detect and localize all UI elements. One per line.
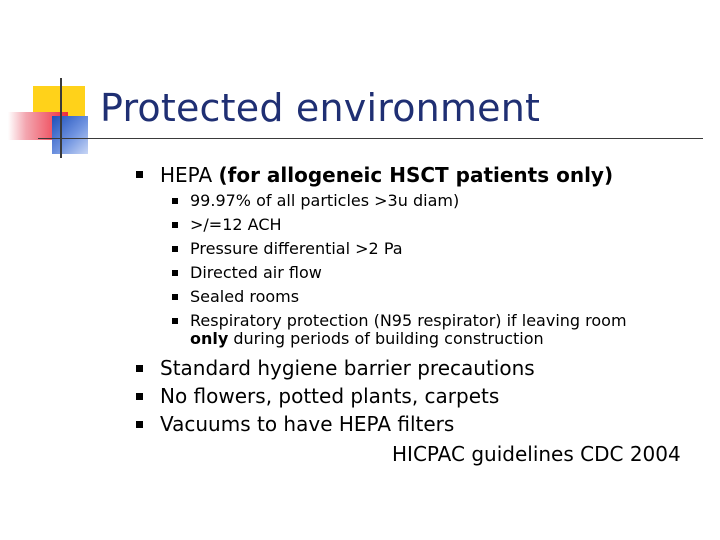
bullet-item: Vacuums to have HEPA filters (160, 412, 455, 436)
bullet-marker (136, 365, 143, 372)
sub-bullet-item: >/=12 ACH (190, 215, 282, 234)
bullet-item: Standard hygiene barrier precautions (160, 356, 535, 380)
decorative-vertical-line (60, 78, 62, 158)
title-underline (38, 138, 703, 139)
sub-bullet-marker (172, 318, 178, 324)
bullet-marker (136, 171, 143, 178)
sub-bullet-item: Pressure differential >2 Pa (190, 239, 403, 258)
slide-title: Protected environment (100, 86, 541, 130)
sub-bullet-item: Respiratory protection (N95 respirator) if leaving room (190, 311, 627, 330)
main-bullet-prefix: HEPA (160, 163, 219, 187)
main-bullet-emphasis: (for allogeneic HSCT patients only) (218, 163, 614, 187)
sub-bullet-continuation (190, 330, 544, 348)
sub-bullet-item: Directed air flow (190, 263, 322, 282)
continuation-text: during periods of building construction (228, 329, 544, 348)
citation: HICPAC guidelines CDC 2004 (392, 442, 681, 466)
sub-bullet-marker (172, 270, 178, 276)
bullet-marker (136, 393, 143, 400)
sub-bullet-marker (172, 246, 178, 252)
main-bullet (160, 163, 613, 187)
bullet-item: No flowers, potted plants, carpets (160, 384, 500, 408)
sub-bullet-item: Sealed rooms (190, 287, 300, 306)
emphasis-only: only (190, 329, 229, 348)
sub-bullet-item: 99.97% of all particles >3u diam) (190, 191, 460, 210)
sub-bullet-marker (172, 198, 178, 204)
decorative-blue-square (52, 116, 88, 154)
sub-bullet-marker (172, 222, 178, 228)
sub-bullet-marker (172, 294, 178, 300)
bullet-marker (136, 421, 143, 428)
